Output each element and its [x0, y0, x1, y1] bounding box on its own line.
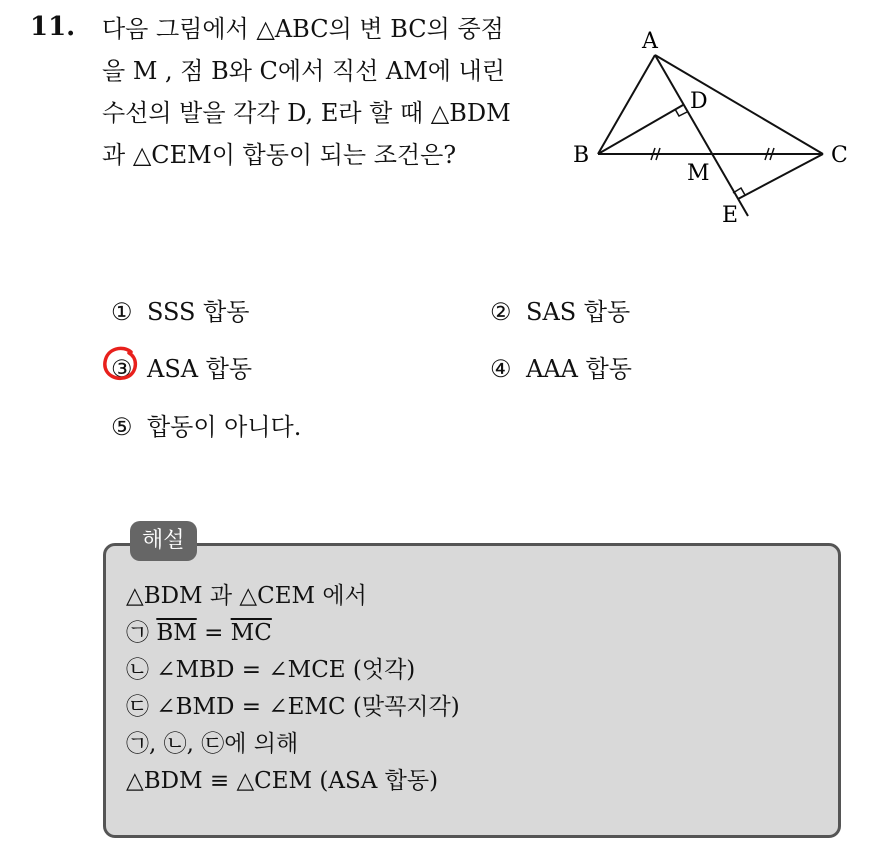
- segment-bm: $\overline{BM}$: [156, 620, 197, 646]
- question-line: 과 △CEM이 합동이 되는 조건은?: [102, 141, 457, 169]
- choice-label: SAS 합동: [526, 298, 631, 326]
- label-a: A: [642, 29, 658, 54]
- choice-label: 합동이 아니다.: [147, 413, 302, 441]
- choice-number: ③: [111, 355, 133, 383]
- segment-ab: [598, 55, 655, 154]
- choice-number: ④: [490, 355, 512, 383]
- equals-sign: =: [196, 620, 231, 646]
- choice-label: ASA 합동: [147, 355, 253, 383]
- choice-number: ⑤: [111, 413, 133, 441]
- solution-line: ㉢ ∠BMD = ∠EMC (맞꼭지각): [126, 694, 460, 720]
- question-line: 을 M , 점 B와 C에서 직선 AM에 내린: [102, 57, 505, 85]
- question-line: 수선의 발을 각각 D, E라 할 때 △BDM: [102, 99, 511, 127]
- right-angle-mark-d: [675, 109, 687, 116]
- choice-number: ②: [490, 298, 512, 326]
- choice-2[interactable]: [490, 292, 630, 327]
- segment-bd: [598, 105, 683, 154]
- segment-ac: [655, 55, 823, 154]
- question-number: 11.: [30, 12, 76, 42]
- choice-4[interactable]: [490, 349, 632, 384]
- solution-line: [126, 615, 460, 652]
- choice-label: AAA 합동: [526, 355, 632, 383]
- segment-ce: [738, 154, 823, 199]
- solution-tag: 해설: [130, 521, 197, 561]
- label-c: C: [831, 143, 848, 168]
- label-b: B: [573, 143, 590, 168]
- question-line: 다음 그림에서 △ABC의 변 BC의 중점: [102, 15, 504, 43]
- solution-line: ㉠, ㉡, ㉢에 의해: [126, 731, 299, 757]
- solution-line: △BDM 과 △CEM 에서: [126, 583, 367, 609]
- solution-prefix: ㉠: [126, 620, 157, 646]
- answer-circle-mark: [101, 344, 141, 384]
- triangle-figure: [565, 22, 865, 232]
- label-m: M: [687, 161, 710, 186]
- question-text: [102, 8, 562, 176]
- segment-mc: $\overline{MC}$: [230, 620, 272, 646]
- solution-line: ㉡ ∠MBD = ∠MCE (엇각): [126, 657, 416, 683]
- choice-label: SSS 합동: [147, 298, 250, 326]
- label-d: D: [690, 89, 708, 114]
- choice-number: ①: [111, 298, 133, 326]
- choice-1[interactable]: [111, 292, 249, 327]
- choice-5[interactable]: [111, 407, 301, 442]
- solution-line: △BDM ≡ △CEM (ASA 합동): [126, 768, 439, 794]
- label-e: E: [722, 203, 739, 228]
- solution-text: [126, 578, 460, 800]
